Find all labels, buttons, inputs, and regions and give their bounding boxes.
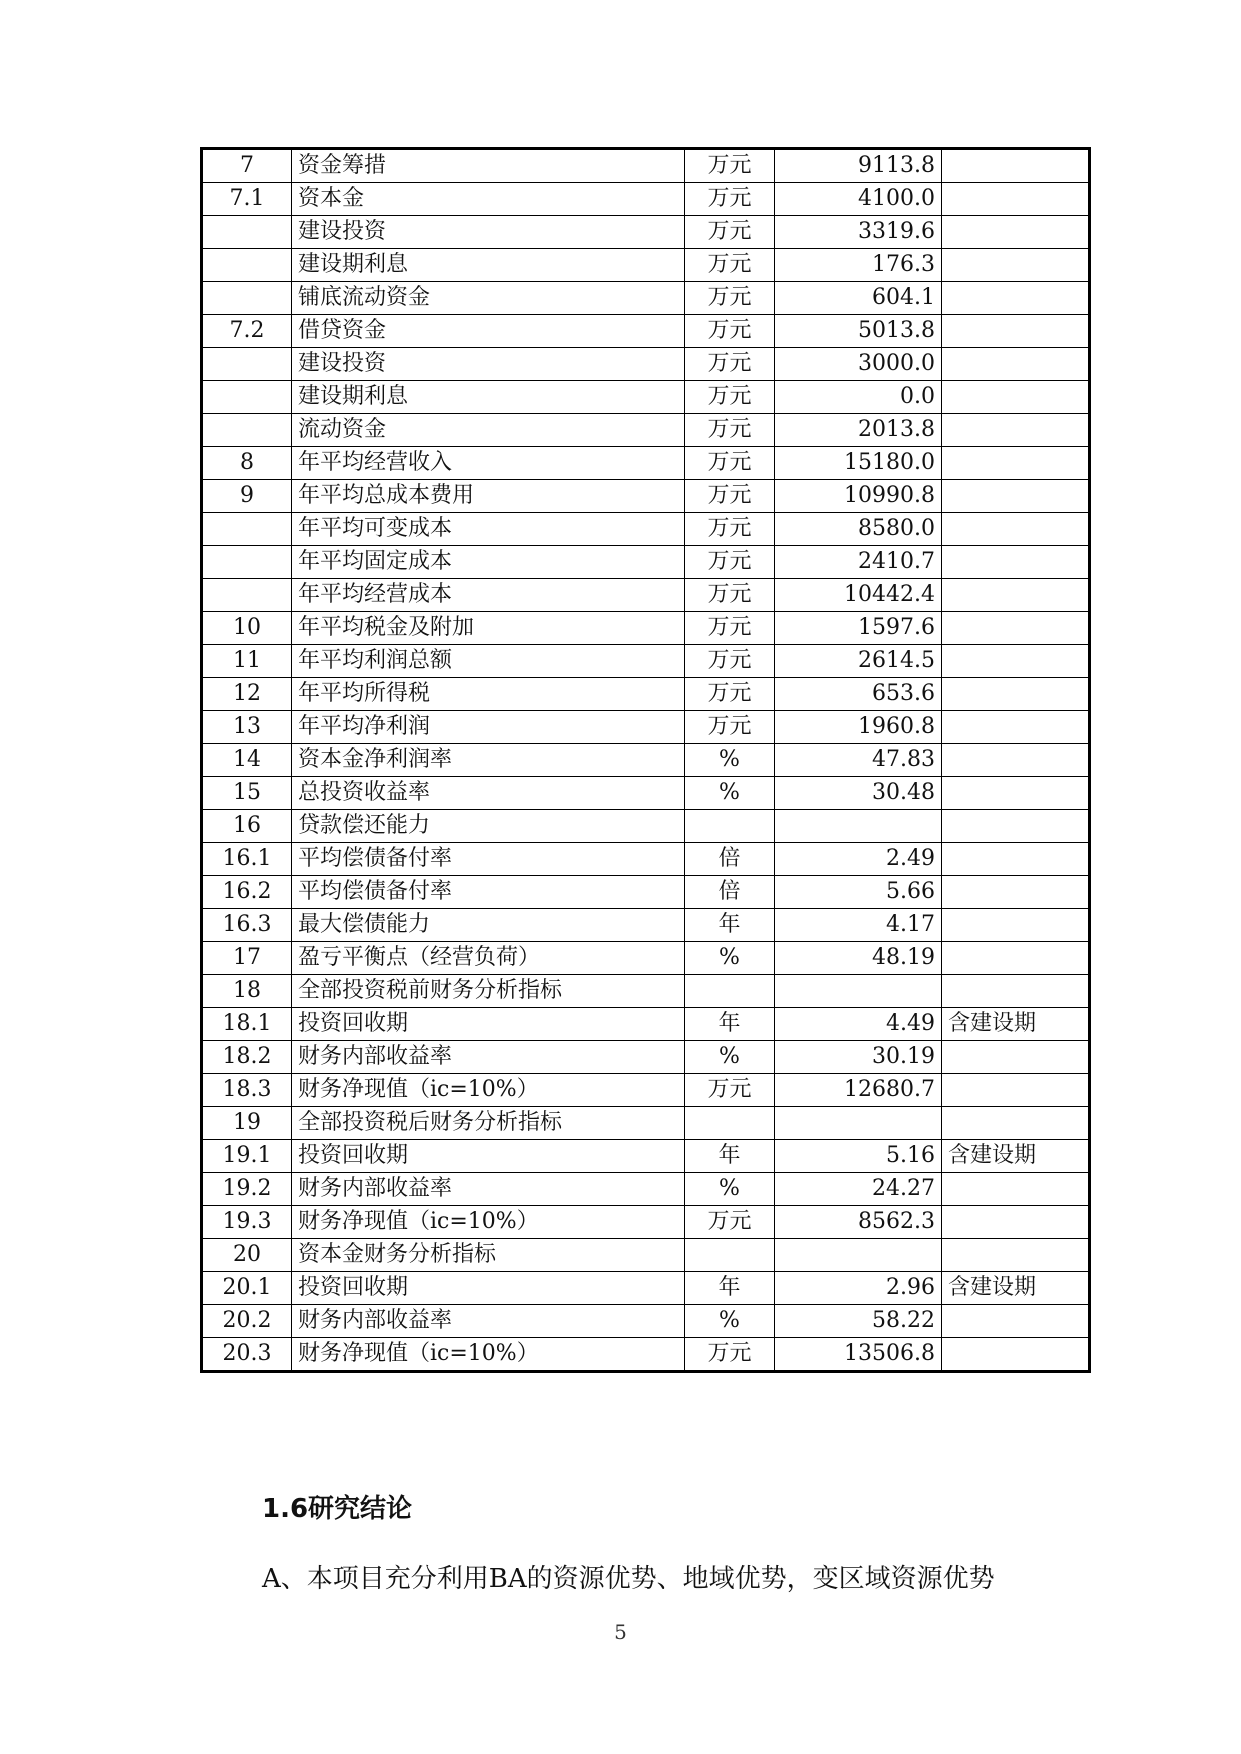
item-name-cell: 全部投资税后财务分析指标 (292, 1107, 685, 1140)
table-row (202, 711, 1090, 744)
table-row (202, 447, 1090, 480)
value-cell: 4.17 (775, 909, 942, 942)
item-name-cell: 铺底流动资金 (292, 282, 685, 315)
unit-cell: 年 (685, 1140, 775, 1173)
unit-cell (685, 975, 775, 1008)
item-name-cell: 资本金净利润率 (292, 744, 685, 777)
row-number-cell (202, 513, 292, 546)
remark-cell (942, 975, 1090, 1008)
remark-cell (942, 678, 1090, 711)
row-number-cell: 19.3 (202, 1206, 292, 1239)
item-name-cell: 平均偿债备付率 (292, 843, 685, 876)
value-cell: 4.49 (775, 1008, 942, 1041)
value-cell: 9113.8 (775, 149, 942, 183)
table-row (202, 1305, 1090, 1338)
section-title: 1.6研究结论 (262, 1494, 413, 1524)
unit-cell (685, 1107, 775, 1140)
table-row (202, 612, 1090, 645)
unit-cell: 倍 (685, 876, 775, 909)
value-cell: 2.96 (775, 1272, 942, 1305)
unit-cell (685, 810, 775, 843)
row-number-cell: 20.1 (202, 1272, 292, 1305)
page-number: 5 (614, 1620, 627, 1644)
row-number-cell: 14 (202, 744, 292, 777)
value-cell: 48.19 (775, 942, 942, 975)
value-cell: 2013.8 (775, 414, 942, 447)
item-name-cell: 年平均可变成本 (292, 513, 685, 546)
remark-cell (942, 909, 1090, 942)
item-name-cell: 建设投资 (292, 216, 685, 249)
remark-cell (942, 216, 1090, 249)
unit-cell: % (685, 1173, 775, 1206)
item-name-cell: 年平均净利润 (292, 711, 685, 744)
unit-cell: 年 (685, 909, 775, 942)
remark-cell (942, 711, 1090, 744)
row-number-cell (202, 249, 292, 282)
remark-cell (942, 513, 1090, 546)
remark-cell (942, 1239, 1090, 1272)
unit-cell: 万元 (685, 414, 775, 447)
table-row (202, 1107, 1090, 1140)
row-number-cell: 18 (202, 975, 292, 1008)
item-name-cell: 年平均固定成本 (292, 546, 685, 579)
item-name-cell: 建设期利息 (292, 381, 685, 414)
remark-cell (942, 1206, 1090, 1239)
table-row (202, 1239, 1090, 1272)
unit-cell: 倍 (685, 843, 775, 876)
table-row (202, 909, 1090, 942)
item-name-cell: 总投资收益率 (292, 777, 685, 810)
unit-cell: 万元 (685, 612, 775, 645)
remark-cell (942, 315, 1090, 348)
item-name-cell: 资本金 (292, 183, 685, 216)
table-row (202, 744, 1090, 777)
row-number-cell: 18.1 (202, 1008, 292, 1041)
table-row (202, 149, 1090, 183)
item-name-cell: 年平均经营收入 (292, 447, 685, 480)
value-cell: 5013.8 (775, 315, 942, 348)
item-name-cell: 财务净现值（ic=10%） (292, 1206, 685, 1239)
row-number-cell: 15 (202, 777, 292, 810)
unit-cell: % (685, 1041, 775, 1074)
item-name-cell: 投资回收期 (292, 1272, 685, 1305)
value-cell: 5.16 (775, 1140, 942, 1173)
value-cell: 604.1 (775, 282, 942, 315)
item-name-cell: 资本金财务分析指标 (292, 1239, 685, 1272)
row-number-cell: 11 (202, 645, 292, 678)
remark-cell (942, 876, 1090, 909)
unit-cell: 万元 (685, 348, 775, 381)
remark-cell (942, 480, 1090, 513)
row-number-cell: 20 (202, 1239, 292, 1272)
unit-cell: 万元 (685, 249, 775, 282)
row-number-cell: 7 (202, 149, 292, 183)
row-number-cell (202, 579, 292, 612)
remark-cell (942, 414, 1090, 447)
value-cell: 10990.8 (775, 480, 942, 513)
row-number-cell: 20.2 (202, 1305, 292, 1338)
table-row (202, 1074, 1090, 1107)
row-number-cell: 16.3 (202, 909, 292, 942)
row-number-cell: 17 (202, 942, 292, 975)
table-row (202, 546, 1090, 579)
item-name-cell: 年平均经营成本 (292, 579, 685, 612)
item-name-cell: 借贷资金 (292, 315, 685, 348)
remark-cell (942, 1074, 1090, 1107)
table-row (202, 810, 1090, 843)
unit-cell: 年 (685, 1272, 775, 1305)
unit-cell: 万元 (685, 447, 775, 480)
item-name-cell: 财务净现值（ic=10%） (292, 1074, 685, 1107)
unit-cell: 万元 (685, 645, 775, 678)
unit-cell: 年 (685, 1008, 775, 1041)
remark-cell (942, 1041, 1090, 1074)
row-number-cell (202, 282, 292, 315)
item-name-cell: 年平均总成本费用 (292, 480, 685, 513)
row-number-cell: 7.2 (202, 315, 292, 348)
table-row (202, 249, 1090, 282)
table-row (202, 777, 1090, 810)
table-row (202, 1206, 1090, 1239)
value-cell: 3319.6 (775, 216, 942, 249)
item-name-cell: 财务内部收益率 (292, 1305, 685, 1338)
table-row (202, 480, 1090, 513)
remark-cell (942, 843, 1090, 876)
item-name-cell: 盈亏平衡点（经营负荷） (292, 942, 685, 975)
remark-cell (942, 348, 1090, 381)
unit-cell: 万元 (685, 282, 775, 315)
row-number-cell: 18.3 (202, 1074, 292, 1107)
remark-cell (942, 810, 1090, 843)
value-cell: 8580.0 (775, 513, 942, 546)
value-cell: 2410.7 (775, 546, 942, 579)
value-cell: 2.49 (775, 843, 942, 876)
unit-cell: 万元 (685, 1338, 775, 1372)
remark-cell (942, 183, 1090, 216)
unit-cell: 万元 (685, 1206, 775, 1239)
table-row (202, 348, 1090, 381)
remark-cell (942, 381, 1090, 414)
remark-cell (942, 1305, 1090, 1338)
row-number-cell: 19.1 (202, 1140, 292, 1173)
table-row (202, 645, 1090, 678)
row-number-cell (202, 414, 292, 447)
item-name-cell: 财务内部收益率 (292, 1173, 685, 1206)
table-row (202, 1041, 1090, 1074)
unit-cell: % (685, 777, 775, 810)
unit-cell: 万元 (685, 711, 775, 744)
item-name-cell: 投资回收期 (292, 1140, 685, 1173)
unit-cell: 万元 (685, 315, 775, 348)
remark-cell (942, 149, 1090, 183)
table-row (202, 876, 1090, 909)
value-cell: 1597.6 (775, 612, 942, 645)
unit-cell: 万元 (685, 1074, 775, 1107)
item-name-cell: 年平均利润总额 (292, 645, 685, 678)
value-cell: 2614.5 (775, 645, 942, 678)
unit-cell: 万元 (685, 480, 775, 513)
table-row (202, 315, 1090, 348)
item-name-cell: 贷款偿还能力 (292, 810, 685, 843)
value-cell: 653.6 (775, 678, 942, 711)
unit-cell: % (685, 942, 775, 975)
row-number-cell: 16 (202, 810, 292, 843)
unit-cell: % (685, 1305, 775, 1338)
item-name-cell: 流动资金 (292, 414, 685, 447)
unit-cell: 万元 (685, 183, 775, 216)
row-number-cell: 7.1 (202, 183, 292, 216)
table-row (202, 843, 1090, 876)
table-body (202, 149, 1090, 1372)
value-cell: 47.83 (775, 744, 942, 777)
table-row (202, 282, 1090, 315)
table-row (202, 678, 1090, 711)
unit-cell: 万元 (685, 381, 775, 414)
unit-cell: 万元 (685, 678, 775, 711)
financial-indicator-table (200, 147, 1091, 1373)
row-number-cell: 19 (202, 1107, 292, 1140)
table-row (202, 1338, 1090, 1372)
table-row (202, 1008, 1090, 1041)
unit-cell (685, 1239, 775, 1272)
row-number-cell (202, 546, 292, 579)
remark-cell (942, 942, 1090, 975)
remark-cell (942, 1338, 1090, 1372)
row-number-cell: 9 (202, 480, 292, 513)
item-name-cell: 最大偿债能力 (292, 909, 685, 942)
value-cell: 15180.0 (775, 447, 942, 480)
row-number-cell: 18.2 (202, 1041, 292, 1074)
item-name-cell: 建设期利息 (292, 249, 685, 282)
value-cell: 5.66 (775, 876, 942, 909)
value-cell: 13506.8 (775, 1338, 942, 1372)
value-cell: 10442.4 (775, 579, 942, 612)
value-cell: 1960.8 (775, 711, 942, 744)
remark-cell (942, 249, 1090, 282)
item-name-cell: 财务净现值（ic=10%） (292, 1338, 685, 1372)
row-number-cell: 8 (202, 447, 292, 480)
table-row (202, 1173, 1090, 1206)
row-number-cell: 13 (202, 711, 292, 744)
item-name-cell: 年平均所得税 (292, 678, 685, 711)
table-row (202, 414, 1090, 447)
value-cell (775, 975, 942, 1008)
remark-cell: 含建设期 (942, 1140, 1090, 1173)
item-name-cell: 资金筹措 (292, 149, 685, 183)
table-row (202, 381, 1090, 414)
unit-cell: 万元 (685, 149, 775, 183)
remark-cell (942, 579, 1090, 612)
remark-cell (942, 447, 1090, 480)
value-cell: 4100.0 (775, 183, 942, 216)
row-number-cell: 19.2 (202, 1173, 292, 1206)
value-cell: 12680.7 (775, 1074, 942, 1107)
unit-cell: 万元 (685, 216, 775, 249)
row-number-cell: 10 (202, 612, 292, 645)
unit-cell: 万元 (685, 579, 775, 612)
row-number-cell: 16.1 (202, 843, 292, 876)
table-row (202, 975, 1090, 1008)
table-row (202, 513, 1090, 546)
table-row (202, 1272, 1090, 1305)
value-cell (775, 1107, 942, 1140)
remark-cell (942, 1173, 1090, 1206)
value-cell: 30.48 (775, 777, 942, 810)
remark-cell (942, 546, 1090, 579)
table-row (202, 1140, 1090, 1173)
item-name-cell: 财务内部收益率 (292, 1041, 685, 1074)
remark-cell: 含建设期 (942, 1008, 1090, 1041)
item-name-cell: 建设投资 (292, 348, 685, 381)
row-number-cell: 16.2 (202, 876, 292, 909)
remark-cell (942, 777, 1090, 810)
remark-cell (942, 612, 1090, 645)
value-cell: 176.3 (775, 249, 942, 282)
value-cell: 24.27 (775, 1173, 942, 1206)
row-number-cell (202, 216, 292, 249)
item-name-cell: 平均偿债备付率 (292, 876, 685, 909)
unit-cell: 万元 (685, 513, 775, 546)
value-cell (775, 1239, 942, 1272)
value-cell: 0.0 (775, 381, 942, 414)
value-cell (775, 810, 942, 843)
remark-cell (942, 645, 1090, 678)
item-name-cell: 全部投资税前财务分析指标 (292, 975, 685, 1008)
remark-cell (942, 282, 1090, 315)
remark-cell: 含建设期 (942, 1272, 1090, 1305)
row-number-cell (202, 381, 292, 414)
item-name-cell: 年平均税金及附加 (292, 612, 685, 645)
table-row (202, 216, 1090, 249)
table-row (202, 579, 1090, 612)
row-number-cell: 20.3 (202, 1338, 292, 1372)
value-cell: 30.19 (775, 1041, 942, 1074)
table-row (202, 183, 1090, 216)
value-cell: 8562.3 (775, 1206, 942, 1239)
remark-cell (942, 1107, 1090, 1140)
remark-cell (942, 744, 1090, 777)
unit-cell: % (685, 744, 775, 777)
value-cell: 58.22 (775, 1305, 942, 1338)
row-number-cell: 12 (202, 678, 292, 711)
row-number-cell (202, 348, 292, 381)
unit-cell: 万元 (685, 546, 775, 579)
value-cell: 3000.0 (775, 348, 942, 381)
body-paragraph: A、本项目充分利用BA的资源优势、地域优势，变区域资源优势 (262, 1564, 995, 1594)
item-name-cell: 投资回收期 (292, 1008, 685, 1041)
table-row (202, 942, 1090, 975)
